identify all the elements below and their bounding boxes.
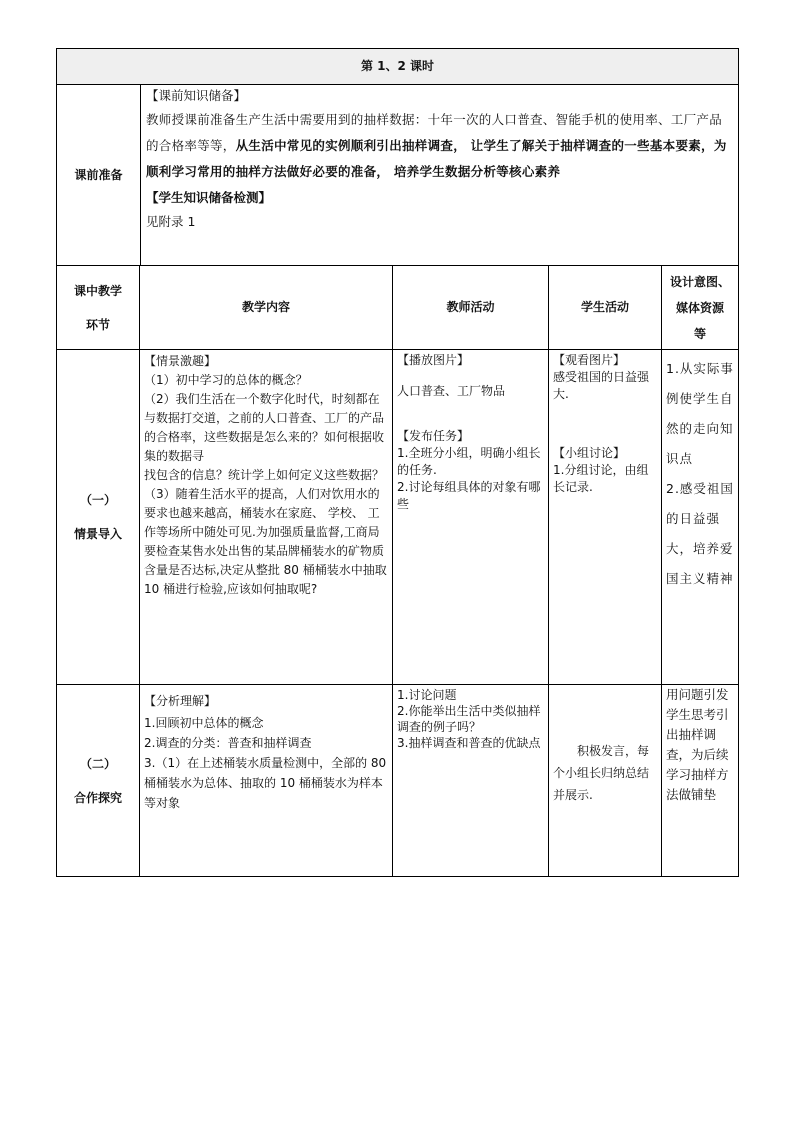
stage2-item-1: 1.回顾初中总体的概念 — [144, 716, 264, 730]
stage1-teacher-text-2: 1.全班分小组，明确小组长的任务. — [397, 446, 541, 477]
stage2-teacher-item-1: 1.讨论问题 — [397, 688, 457, 702]
header-content — [140, 266, 393, 350]
stage1-student-heading-1: 【观看图片】 — [553, 353, 626, 367]
prep-content — [57, 85, 738, 233]
stage1-item-3: （3）随着生活水平的提高，人们对饮用水的要求也越来越高，桶装水在家庭、 学校、 工作等场所中随处可见.为加强质量监督,工商局要检查某售水处出售的某品牌桶装水的矿物质含量是否达标,决定从整批 80 桶桶装水中抽取 10 桶进行检验,应该如何抽取呢? — [144, 487, 387, 596]
stage2-student — [549, 685, 662, 877]
stage1-teacher-text-3: 2.讨论每组具体的对象有哪些 — [397, 480, 541, 511]
prep-paragraph-bold: 从生活中常见的实例顺利引出抽样调查， 让学生了解关于抽样调查的一些基本要素，为顺利学习常用的抽样方法做好必要的准备， 培养学生数据分析等核心素养 — [146, 138, 727, 179]
header-design-line3: 等 — [693, 326, 706, 341]
stage2-name: 合作探究 — [73, 790, 122, 805]
header-design-line2: 媒体资源 — [675, 300, 724, 315]
stage2-student-text: 积极发言，每个小组长归纳总结并展示. — [553, 743, 650, 802]
stage1-item-1: （1）初中学习的总体的概念？ — [144, 373, 308, 387]
stage2-design-text: 用问题引发学生思考引出抽样调查，为后续学习抽样方法做铺垫 — [666, 687, 729, 802]
header-teacher — [393, 266, 549, 350]
stage1-teacher-heading-1: 【播放图片】 — [397, 353, 470, 367]
stage2-design — [662, 685, 739, 877]
stage1-teacher — [393, 350, 549, 685]
stage1-student-text-1: 感受祖国的日益强大. — [553, 370, 650, 401]
stage2-teacher-item-2: 2.你能举出生活中类似抽样调查的例子吗？ — [397, 704, 541, 734]
header-design — [662, 266, 739, 350]
prep-heading-knowledge: 【课前知识储备】 — [146, 88, 247, 103]
header-segment — [57, 266, 140, 350]
prep-paragraph-normal: 教师授课前准备生产生活中需要用到的抽样数据：十年一次的人口普查、智能手机的使用率、工厂产品的合格率等等， — [146, 112, 723, 153]
prep-heading-check: 【学生知识储备检测】 — [146, 190, 272, 205]
stage1-name: 情景导入 — [73, 527, 122, 541]
stage2-content — [140, 685, 393, 877]
stage1-item-2-cont: 找包含的信息？统计学上如何定义这些数据？ — [144, 468, 385, 482]
prep-label: 课前准备 — [74, 167, 123, 182]
stage1-heading: 【情景激趣】 — [144, 354, 217, 368]
header-student-text: 学生活动 — [580, 300, 629, 314]
stage2-label — [57, 685, 140, 877]
stage1-label — [57, 350, 140, 685]
lesson-period-title — [57, 49, 739, 85]
stage2-item-3: 3.（1）在上述桶装水质量检测中，全部的 80 桶桶装水为总体、抽取的 10 桶桶装水为样本等对象 — [144, 756, 387, 810]
header-content-text: 教学内容 — [241, 300, 290, 314]
header-segment-line1: 课中教学 — [73, 283, 122, 298]
header-teacher-text: 教师活动 — [446, 300, 495, 314]
stage1-student-text-2: 1.分组讨论，由组长记录. — [553, 463, 649, 494]
stage2-number: （二） — [79, 756, 116, 771]
stage1-teacher-heading-2: 【发布任务】 — [397, 429, 470, 443]
stage1-content — [140, 350, 393, 685]
stage2-teacher — [393, 685, 549, 877]
stage1-student-heading-2: 【小组讨论】 — [553, 446, 626, 460]
header-design-line1: 设计意图、 — [669, 274, 730, 289]
stage1-item-2: （2）我们生活在一个数字化时代，时刻都在与数据打交道，之前的人口普查、工厂的产品的合格率，这些数据是怎么来的？如何根据收集的数据寻 — [144, 392, 385, 463]
stage1-student — [549, 350, 662, 685]
prep-paragraph — [146, 107, 734, 185]
stage1-design — [662, 350, 739, 685]
header-student — [549, 266, 662, 350]
stage1-design-2: 2.感受祖国的日益强大，培养爱国主义精神 — [666, 481, 734, 586]
stage2-heading: 【分析理解】 — [144, 694, 217, 708]
prep-label-cell — [57, 85, 141, 265]
lesson-plan-table — [56, 48, 739, 877]
stage1-teacher-text-1: 人口普查、工厂物品 — [397, 384, 506, 398]
prep-row — [57, 85, 739, 266]
prep-appendix: 见附录 1 — [146, 214, 196, 229]
stage1-design-1: 1.从实际事例使学生自然的走向知识点 — [666, 361, 734, 466]
header-segment-line2: 环节 — [85, 317, 110, 332]
lesson-period-text: 第 1、2 课时 — [360, 59, 435, 73]
stage1-number: （一） — [79, 493, 116, 507]
stage2-item-2: 2.调查的分类：普查和抽样调查 — [144, 736, 312, 750]
stage2-teacher-item-3: 3.抽样调查和普查的优缺点 — [397, 736, 541, 750]
